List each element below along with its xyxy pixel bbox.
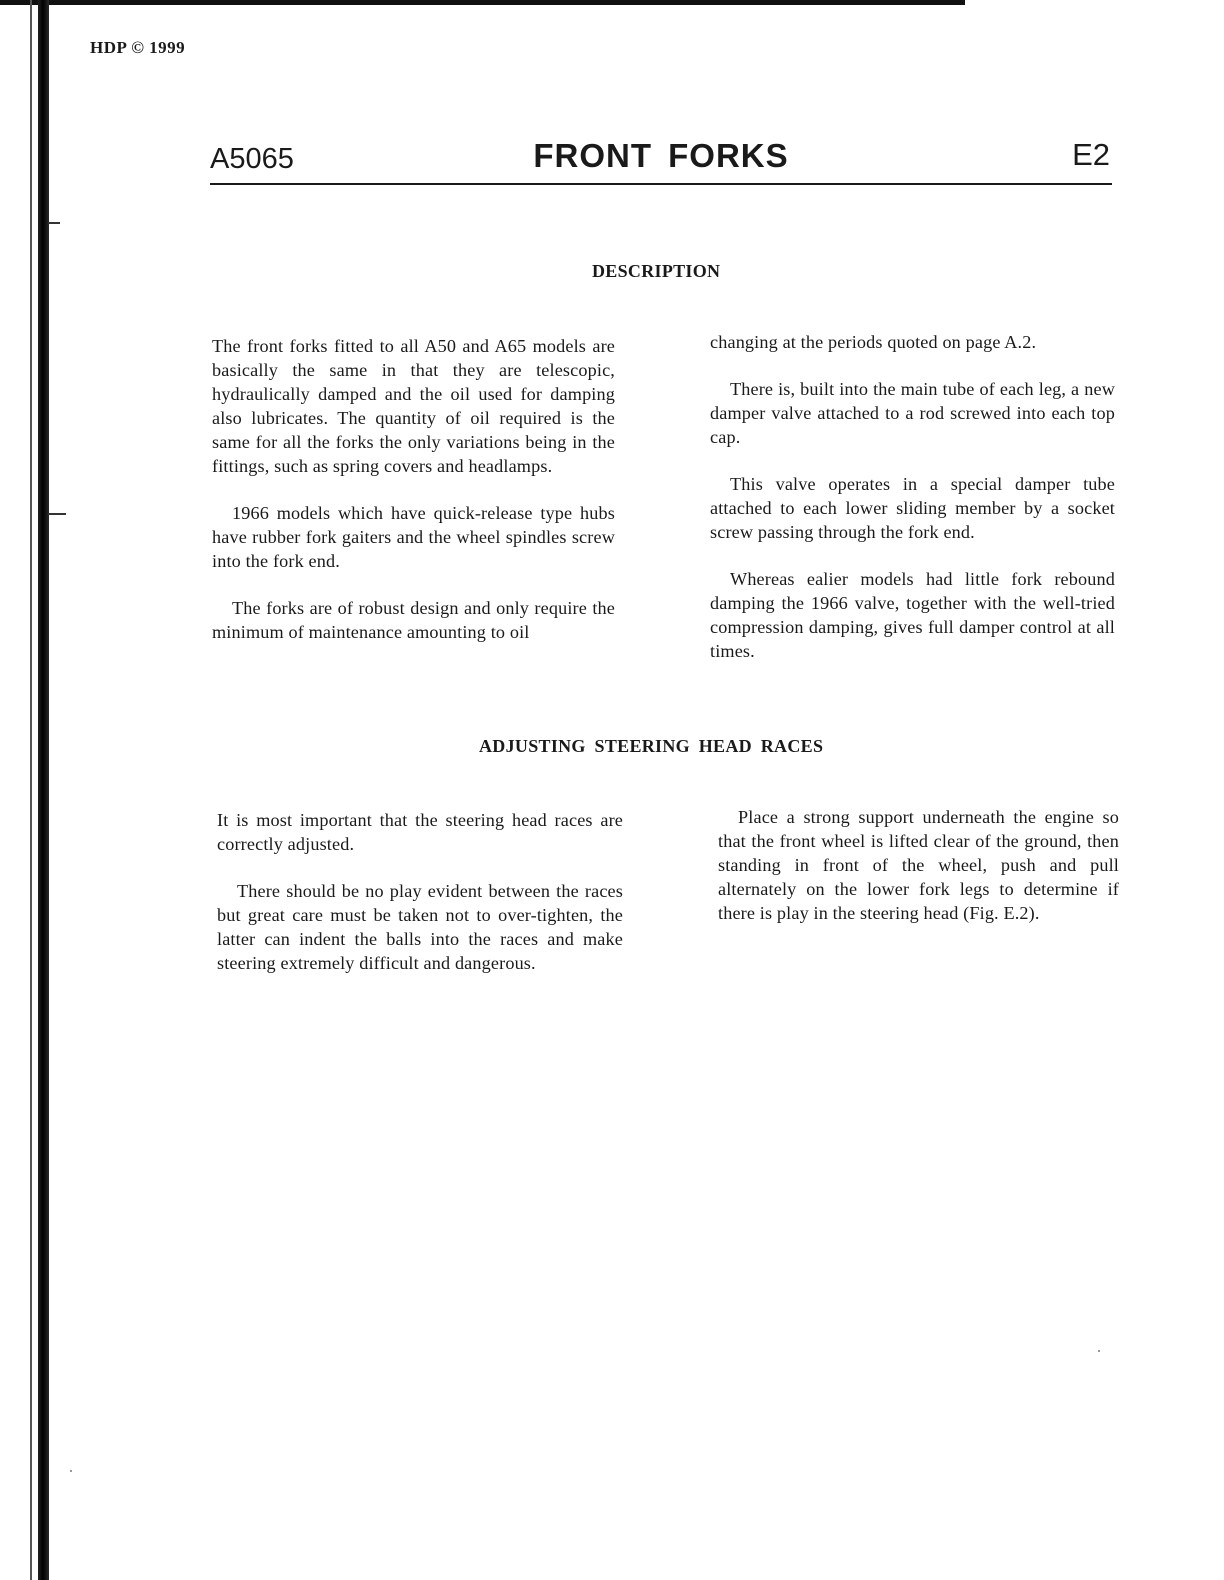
paragraph: The front forks fitted to all A50 and A65 models are basically the same in that they are telescopic, hydraulically damped and the oil used for damping also lubricates. The quantity of oil required is the same for all the forks the only variations being in the fittings, such as spring covers and headlamps. <box>212 336 615 476</box>
paragraph: changing at the periods quoted on page A.2. <box>710 332 1037 352</box>
page-title: FRONT FORKS <box>533 137 789 174</box>
paragraph: Place a strong support underneath the engine so that the front wheel is lifted clear of the ground, then standing in front of the wheel, push and pull alternately on the lower fork legs to determine if there is play in the steering head (Fig. E.2). <box>718 807 1119 923</box>
paragraph: Whereas ealier models had little fork rebound damping the 1966 valve, together with the well-tried compression damping, gives full damper control at all times. <box>710 569 1115 661</box>
paragraph: It is most important that the steering head races are correctly adjusted. <box>217 810 623 854</box>
description-right-column <box>710 330 1115 686</box>
paragraph: This valve operates in a special damper tube attached to each lower sliding member by a socket screw passing through the fork end. <box>710 474 1115 542</box>
adjusting-heading: ADJUSTING STEERING HEAD RACES <box>479 736 824 756</box>
copyright-stamp: HDP © 1999 <box>90 38 186 57</box>
scan-speck <box>70 1470 72 1472</box>
description-left-column <box>212 334 615 667</box>
manual-code: A5065 <box>210 143 294 175</box>
page-header <box>210 135 1112 185</box>
scan-binding-notch <box>48 222 60 224</box>
adjusting-left-column <box>217 808 623 998</box>
paragraph: There is, built into the main tube of each leg, a new damper valve attached to a rod screwed into each top cap. <box>710 379 1115 447</box>
paragraph: 1966 models which have quick-release type hubs have rubber fork gaiters and the wheel spindles screw into the fork end. <box>212 503 615 571</box>
adjusting-right-column <box>718 805 1119 948</box>
scan-binding-edge <box>38 0 49 1580</box>
scan-top-edge <box>0 0 965 5</box>
page-number: E2 <box>1072 137 1110 172</box>
scan-binding-line <box>30 0 32 1580</box>
paragraph: The forks are of robust design and only require the minimum of maintenance amounting to oil <box>212 598 615 642</box>
scan-binding-notch <box>48 513 66 515</box>
paragraph: There should be no play evident between the races but great care must be taken not to over-tighten, the latter can indent the balls into the races and make steering extremely difficult and dangerous. <box>217 881 623 973</box>
description-heading: DESCRIPTION <box>592 261 721 281</box>
scan-speck <box>1098 1350 1100 1352</box>
